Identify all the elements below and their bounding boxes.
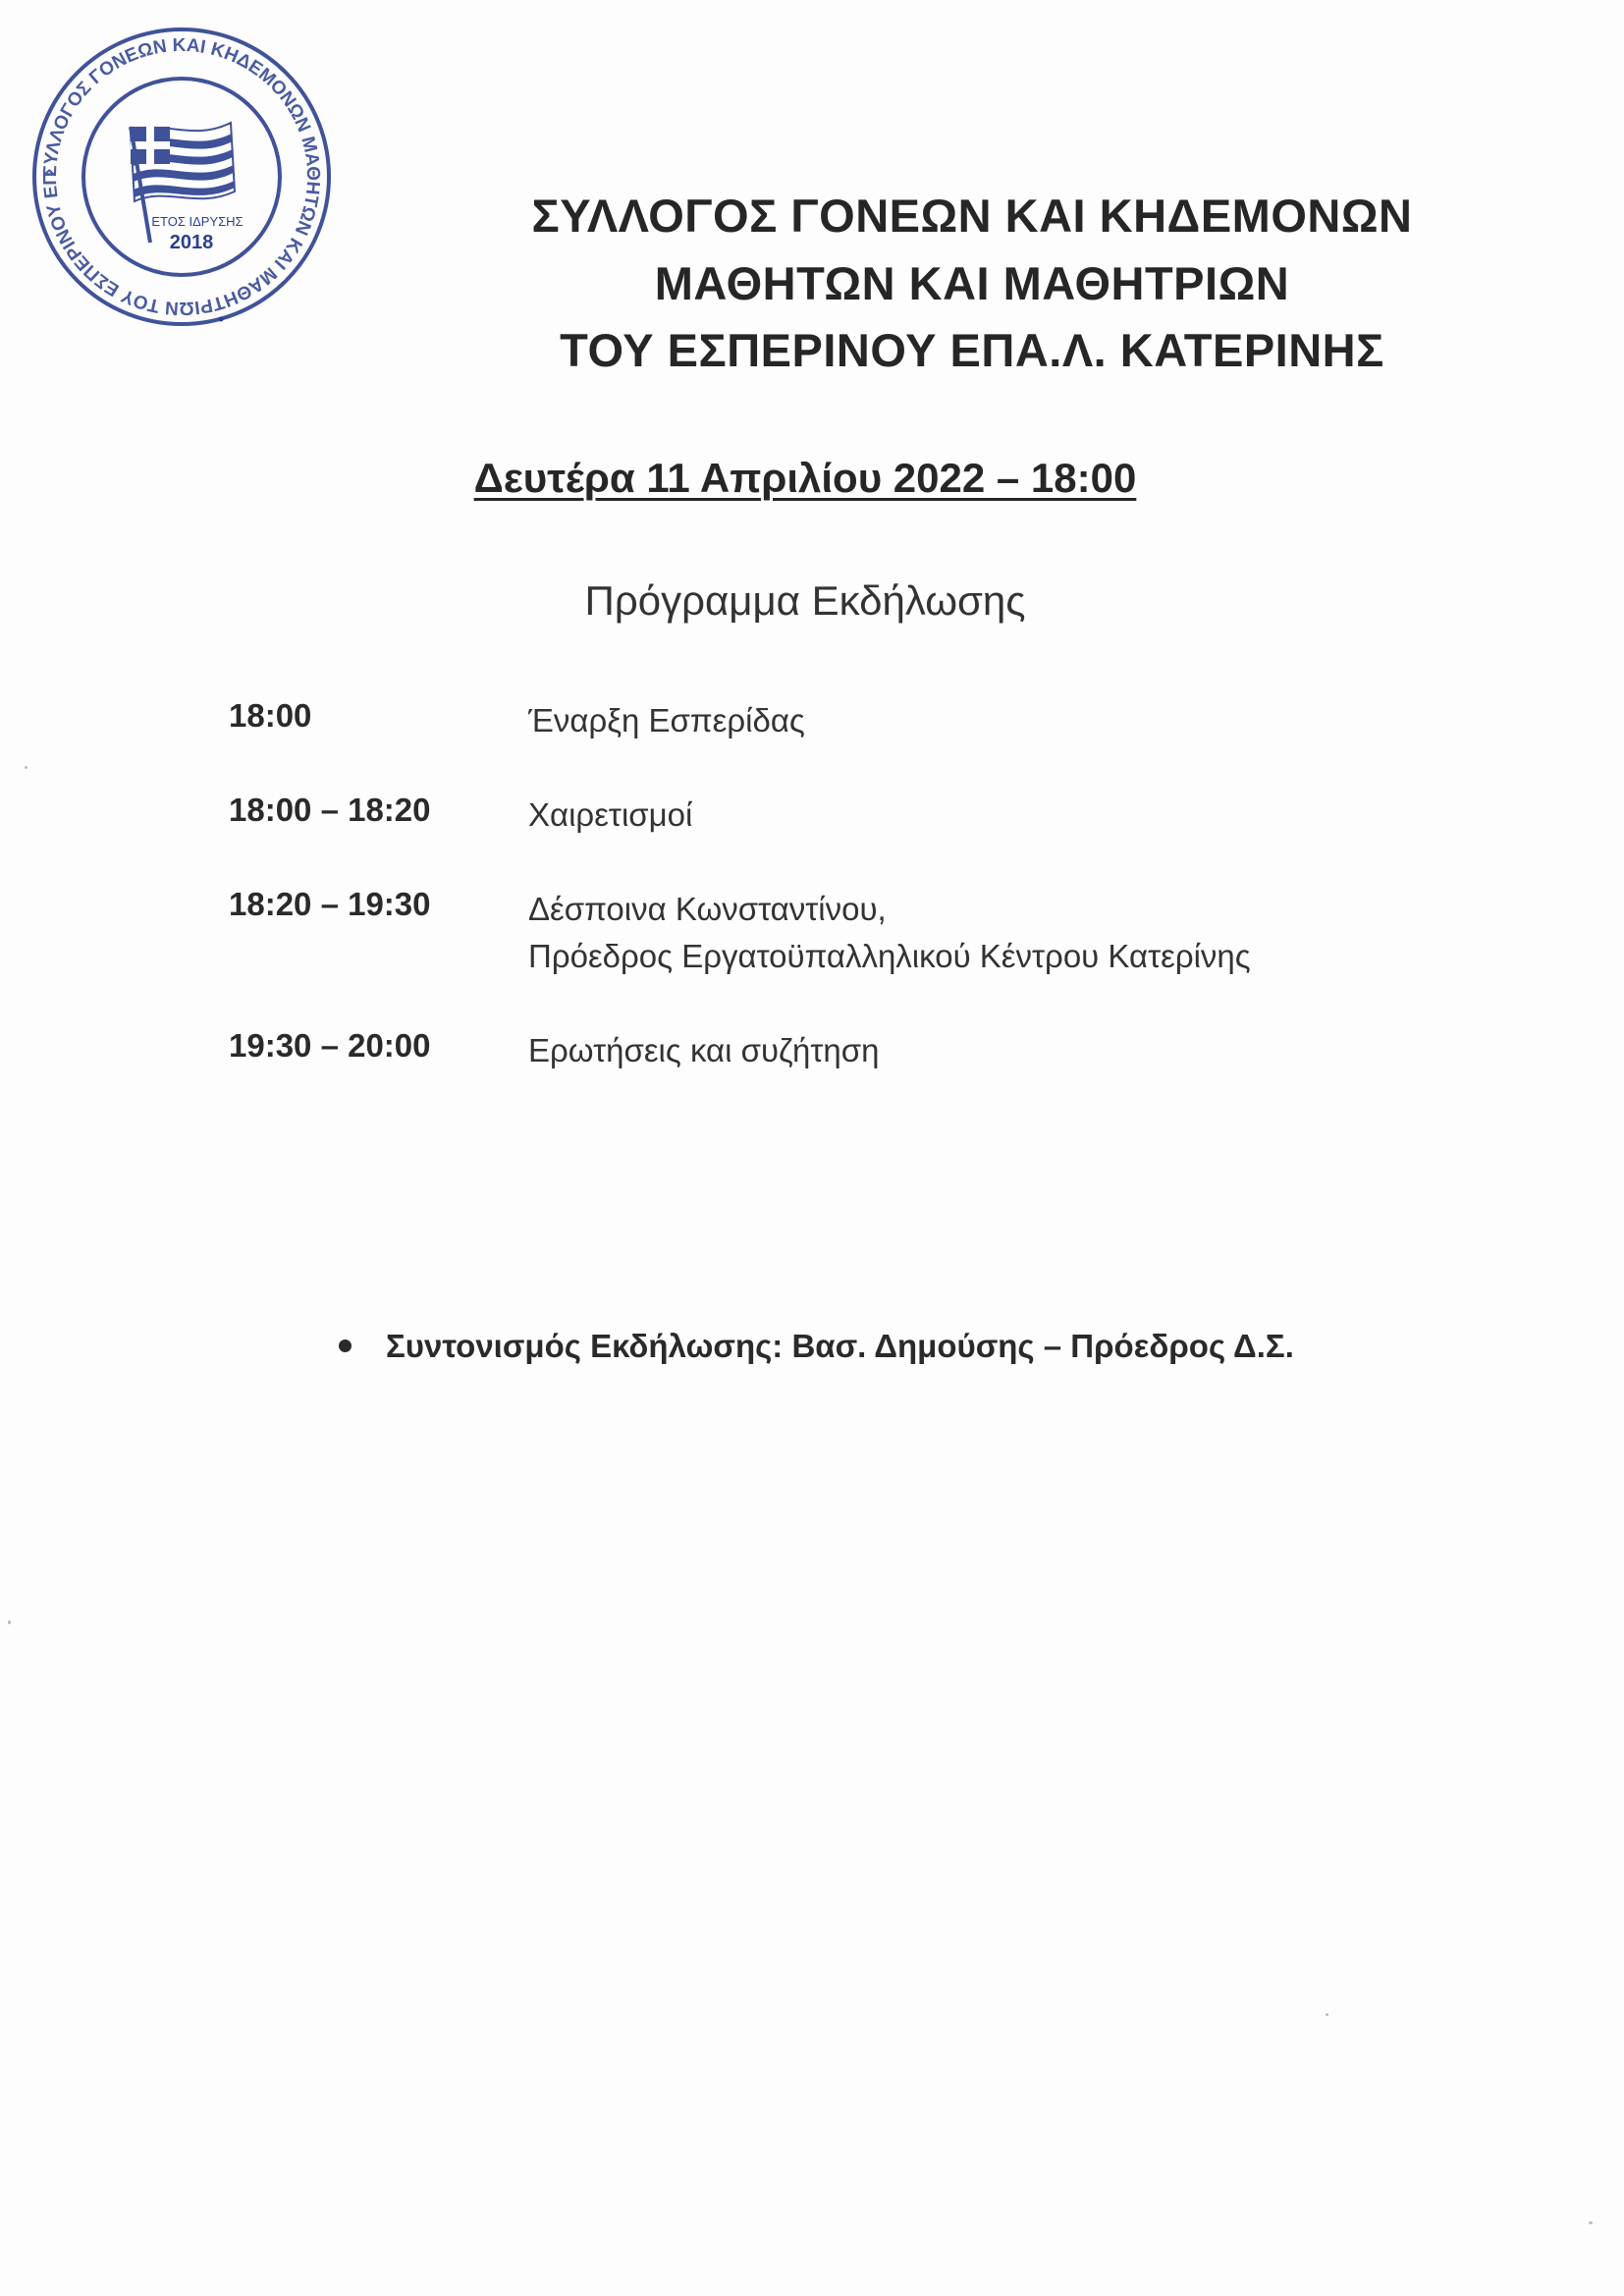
schedule-time: 19:30 – 20:00 (229, 1027, 431, 1064)
organization-title-line-3: ΤΟΥ ΕΣΠΕΡΙΝΟΥ ΕΠΑ.Λ. ΚΑΤΕΡΙΝΗΣ (560, 324, 1384, 376)
schedule-description-line: Έναρξη Εσπερίδας (528, 702, 805, 738)
schedule-description-line: Πρόεδρος Εργατοϋπαλληλικού Κέντρου Κατερίνης (528, 938, 1251, 974)
association-seal (25, 25, 339, 329)
schedule-time: 18:20 – 19:30 (229, 886, 431, 922)
event-date: Δευτέρα 11 Απριλίου 2022 – 18:00 (473, 455, 1137, 501)
organization-title-line-2: ΜΑΘΗΤΩΝ ΚΑΙ ΜΑΘΗΤΡΙΩΝ (654, 257, 1290, 309)
schedule-time: 18:00 – 18:20 (229, 792, 431, 828)
seal-inner-year: 2018 (169, 232, 214, 253)
scan-speck (8, 1620, 11, 1624)
schedule-time: 18:00 (229, 697, 312, 734)
seal-inner-label: ΕΤΟΣ ΙΔΡΥΣΗΣ (151, 214, 244, 229)
scan-speck (1589, 2221, 1593, 2224)
schedule-description (528, 697, 1412, 744)
seal-outer-text: ΣΥΛΛΟΓΟΣ ΓΟΝΕΩΝ ΚΑΙ ΚΗΔΕΜΟΝΩΝ ΜΑΘΗΤΩΝ ΚΑΙ ΜΑΘΗΤΡΙΩΝ ΤΟΥ ΕΣΠΕΡΙΝΟΥ ΕΠ (39, 34, 324, 319)
schedule-description (528, 1027, 1412, 1074)
schedule-description (528, 886, 1412, 980)
schedule-description-line: Ερωτήσεις και συζήτηση (528, 1032, 880, 1068)
program-heading: Πρόγραμμα Εκδήλωσης (584, 577, 1026, 624)
schedule-description (528, 792, 1412, 839)
schedule-description-line: Χαιρετισμοί (528, 796, 693, 833)
scan-speck (1326, 2013, 1328, 2016)
coordination-note (339, 1328, 1419, 1365)
seal-graphic (25, 25, 339, 329)
organization-title-line-1: ΣΥΛΛΟΓΟΣ ΓΟΝΕΩΝ ΚΑΙ ΚΗΔΕΜΟΝΩΝ (531, 190, 1413, 242)
coordination-note-text: Συντονισμός Εκδήλωσης: Βασ. Δημούσης – Πρόεδρος Δ.Σ. (386, 1328, 1294, 1364)
schedule-description-line: Δέσποινα Κωνσταντίνου, (528, 891, 887, 927)
bullet-icon (339, 1339, 352, 1352)
scan-speck (25, 766, 27, 769)
